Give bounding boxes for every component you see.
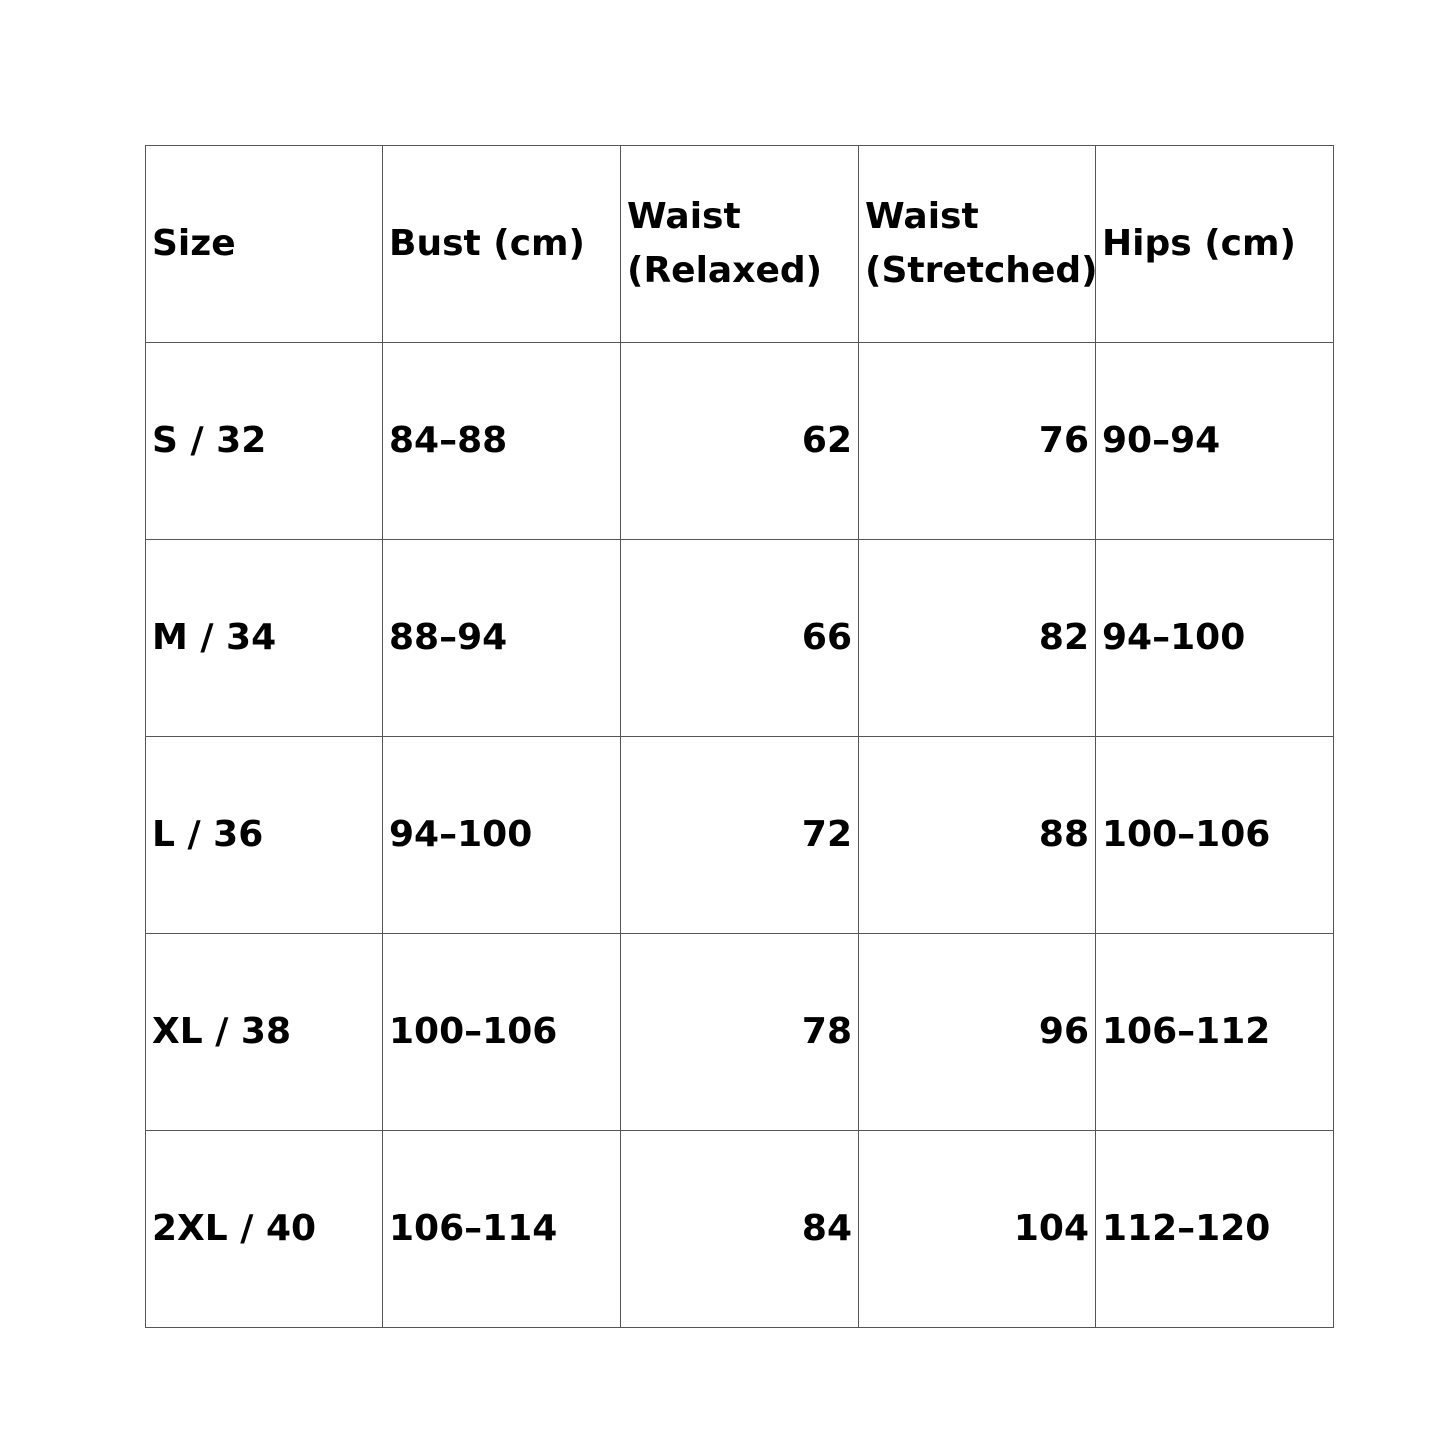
cell-hips: 112–120 bbox=[1096, 1131, 1334, 1328]
cell-bust: 100–106 bbox=[383, 934, 621, 1131]
cell-bust: 106–114 bbox=[383, 1131, 621, 1328]
size-chart-table bbox=[145, 145, 1334, 1328]
header-row bbox=[146, 146, 1334, 343]
cell-hips: 106–112 bbox=[1096, 934, 1334, 1131]
cell-waist-stretched: 76 bbox=[859, 343, 1096, 540]
cell-bust: 94–100 bbox=[383, 737, 621, 934]
cell-waist-stretched: 82 bbox=[859, 540, 1096, 737]
cell-waist-relaxed: 62 bbox=[621, 343, 859, 540]
cell-size: S / 32 bbox=[146, 343, 383, 540]
header-bust: Bust (cm) bbox=[383, 146, 621, 343]
table-row bbox=[146, 934, 1334, 1131]
cell-size: M / 34 bbox=[146, 540, 383, 737]
cell-size: 2XL / 40 bbox=[146, 1131, 383, 1328]
header-hips: Hips (cm) bbox=[1096, 146, 1334, 343]
cell-hips: 94–100 bbox=[1096, 540, 1334, 737]
cell-waist-relaxed: 78 bbox=[621, 934, 859, 1131]
table-row bbox=[146, 540, 1334, 737]
cell-bust: 88–94 bbox=[383, 540, 621, 737]
table-row bbox=[146, 737, 1334, 934]
table-row bbox=[146, 343, 1334, 540]
header-waist-relaxed-label: Waist (Relaxed) bbox=[627, 196, 823, 291]
cell-waist-stretched: 96 bbox=[859, 934, 1096, 1131]
cell-waist-stretched: 104 bbox=[859, 1131, 1096, 1328]
header-waist-relaxed bbox=[621, 146, 859, 343]
cell-waist-relaxed: 84 bbox=[621, 1131, 859, 1328]
cell-hips: 90–94 bbox=[1096, 343, 1334, 540]
cell-waist-relaxed: 72 bbox=[621, 737, 859, 934]
header-waist-stretched bbox=[859, 146, 1096, 343]
cell-waist-stretched: 88 bbox=[859, 737, 1096, 934]
cell-size: XL / 38 bbox=[146, 934, 383, 1131]
header-waist-stretched-label: Waist (Stretched) bbox=[865, 196, 1098, 291]
cell-bust: 84–88 bbox=[383, 343, 621, 540]
header-size: Size bbox=[146, 146, 383, 343]
cell-size: L / 36 bbox=[146, 737, 383, 934]
cell-waist-relaxed: 66 bbox=[621, 540, 859, 737]
cell-hips: 100–106 bbox=[1096, 737, 1334, 934]
table-row bbox=[146, 1131, 1334, 1328]
